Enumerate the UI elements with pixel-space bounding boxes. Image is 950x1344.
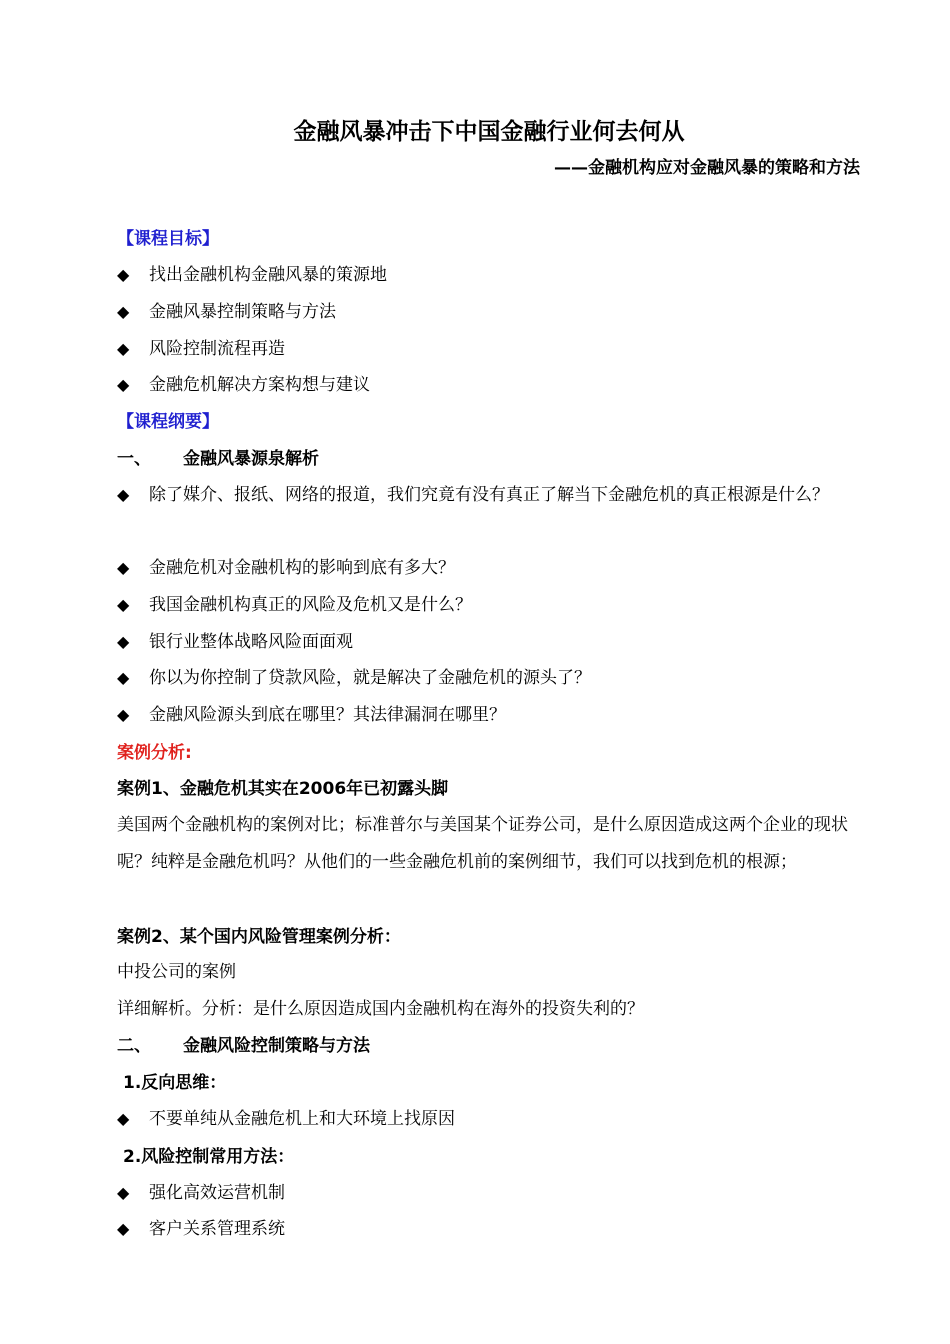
- diamond-bullet-icon: ◆: [117, 1183, 130, 1202]
- diamond-bullet-icon: ◆: [117, 1219, 130, 1238]
- case-2-title: 案例2、某个国内风险管理案例分析：: [117, 927, 401, 947]
- outline-label: 【课程纲要】: [117, 412, 219, 432]
- subsection-heading: 2.风险控制常用方法：: [123, 1147, 295, 1167]
- diamond-bullet-icon: ◆: [117, 302, 130, 321]
- diamond-bullet-icon: ◆: [117, 265, 130, 284]
- subsection-heading: 1.反向思维：: [123, 1073, 227, 1093]
- list-item: ◆ 找出金融机构金融风暴的策源地: [117, 257, 867, 293]
- diamond-bullet-icon: ◆: [117, 705, 130, 724]
- objectives-label: 【课程目标】: [117, 229, 219, 249]
- diamond-bullet-icon: ◆: [117, 632, 130, 651]
- section-heading: 一、 金融风暴源泉解析: [117, 449, 319, 469]
- list-item: ◆ 金融风暴控制策略与方法: [117, 294, 867, 330]
- diamond-bullet-icon: ◆: [117, 1109, 130, 1128]
- diamond-bullet-icon: ◆: [117, 485, 130, 504]
- list-item: ◆ 我国金融机构真正的风险及危机又是什么？: [117, 587, 867, 623]
- case-1-text: 美国两个金融机构的案例对比；标准普尔与美国某个证券公司，是什么原因造成这两个企业的现状呢？纯粹是金融危机吗？从他们的一些金融危机前的案例细节，我们可以找到危机的根源；: [117, 815, 848, 872]
- case-analysis-label: 案例分析:: [117, 743, 192, 763]
- list-item: ◆ 金融危机对金融机构的影响到底有多大？: [117, 550, 867, 586]
- case-2-line-2: 详细解析。分析：是什么原因造成国内金融机构在海外的投资失利的？: [117, 999, 644, 1019]
- list-item: ◆ 金融风险源头到底在哪里？其法律漏洞在哪里？: [117, 697, 867, 733]
- diamond-bullet-icon: ◆: [117, 668, 130, 687]
- list-item: ◆ 除了媒介、报纸、网络的报道，我们究竟有没有真正了解当下金融危机的真正根源是什么？: [117, 477, 867, 513]
- list-item: ◆ 银行业整体战略风险面面观: [117, 624, 867, 660]
- list-item: ◆ 强化高效运营机制: [117, 1175, 867, 1211]
- list-item: ◆ 不要单纯从金融危机上和大环境上找原因: [117, 1101, 867, 1137]
- diamond-bullet-icon: ◆: [117, 339, 130, 358]
- list-item: ◆ 你以为你控制了贷款风险，就是解决了金融危机的源头了？: [117, 660, 867, 696]
- case-2-line-1: 中投公司的案例: [117, 962, 236, 982]
- list-item: ◆ 客户关系管理系统: [117, 1211, 867, 1247]
- list-item: ◆ 风险控制流程再造: [117, 331, 867, 367]
- diamond-bullet-icon: ◆: [117, 375, 130, 394]
- diamond-bullet-icon: ◆: [117, 595, 130, 614]
- document-subtitle: ——金融机构应对金融风暴的策略和方法: [554, 158, 860, 178]
- case-1-title: 案例1、金融危机其实在2006年已初露头脚: [117, 779, 449, 799]
- document-title: 金融风暴冲击下中国金融行业何去何从: [293, 119, 685, 145]
- list-item: ◆ 金融危机解决方案构想与建议: [117, 367, 867, 403]
- section-heading: 二、 金融风险控制策略与方法: [117, 1036, 370, 1056]
- diamond-bullet-icon: ◆: [117, 558, 130, 577]
